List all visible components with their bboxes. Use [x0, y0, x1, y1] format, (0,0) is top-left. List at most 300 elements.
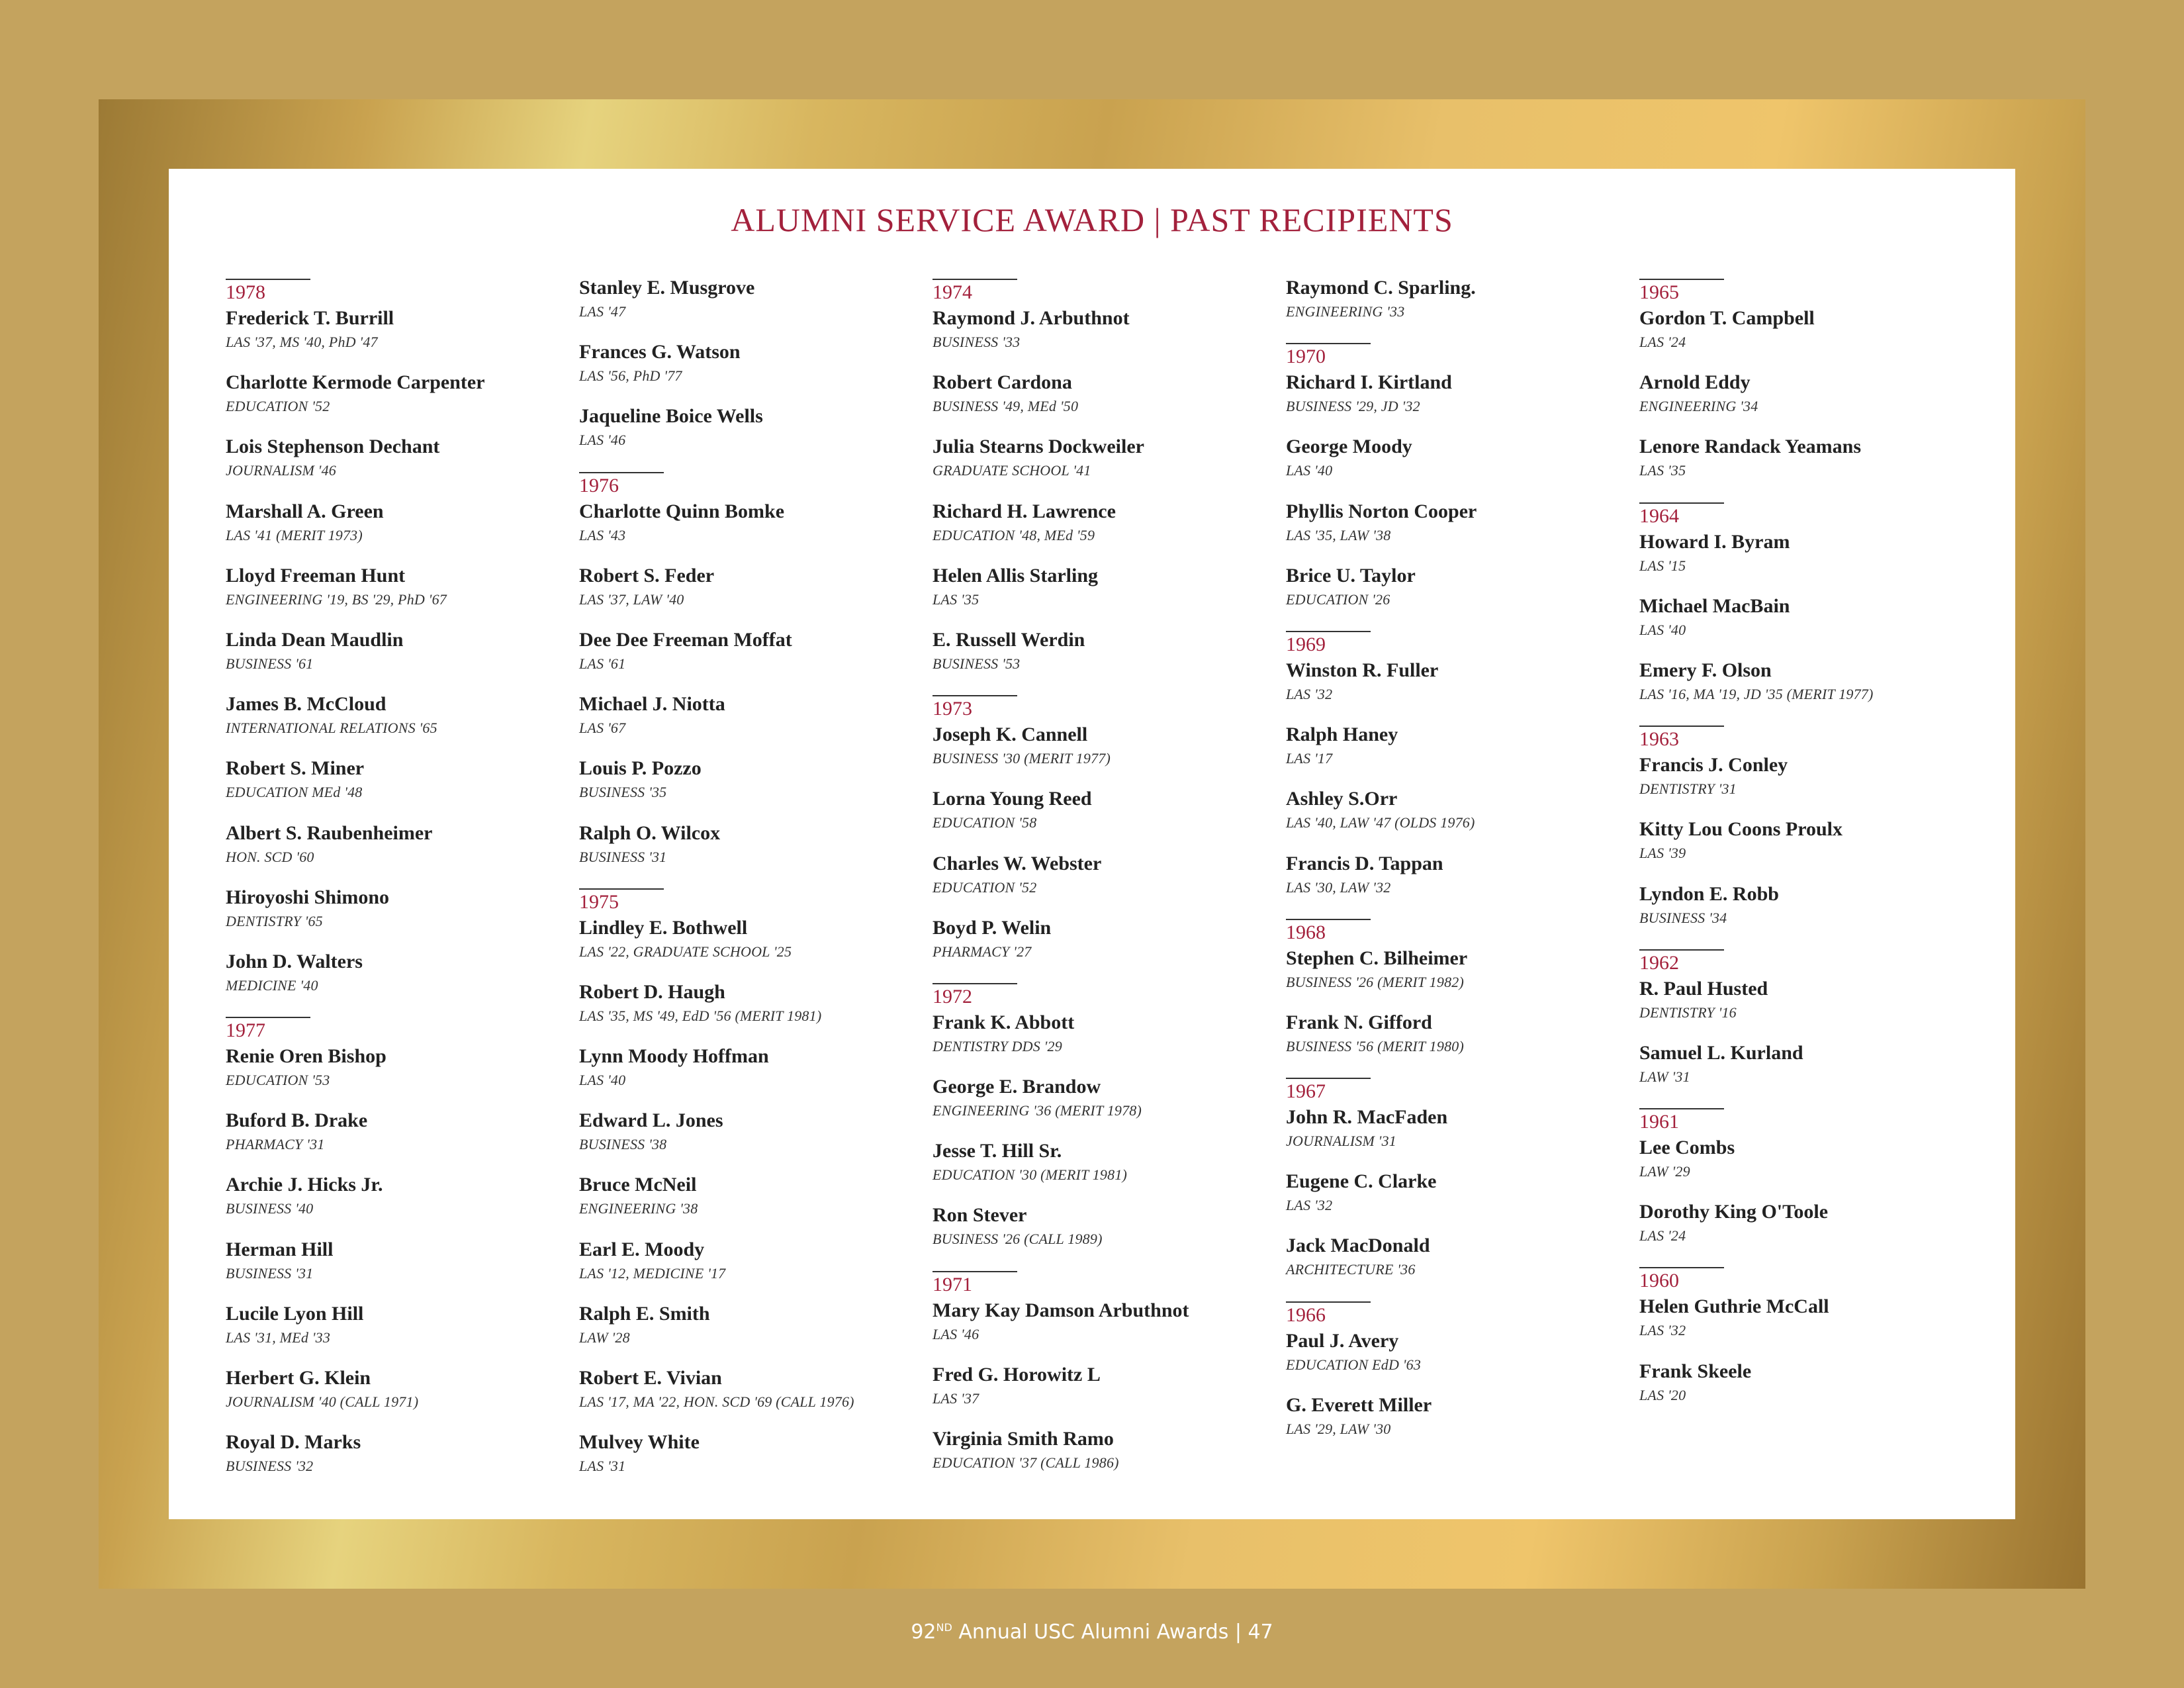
recipient-school: LAS '31, MEd '33 — [226, 1329, 331, 1346]
year-heading — [1639, 1267, 1983, 1293]
recipient-school: ENGINEERING '19, BS '29, PhD '67 — [226, 590, 447, 608]
recipient-name: Mulvey White — [579, 1431, 700, 1454]
recipient-entry — [579, 498, 923, 563]
recipient-entry — [579, 1429, 923, 1493]
footer-ordinal: 92 — [911, 1620, 936, 1644]
recipient-school: BUSINESS '61 — [226, 655, 314, 672]
recipient-entry — [933, 563, 1277, 627]
recipient-name: Archie J. Hicks Jr. — [226, 1174, 383, 1196]
recipient-name: Emery F. Olson — [1639, 659, 1772, 681]
recipient-entry — [1286, 1104, 1630, 1168]
recipient-entry — [226, 1365, 570, 1429]
recipient-name: Winston R. Fuller — [1286, 659, 1439, 681]
recipient-entry — [933, 1074, 1277, 1138]
recipient-school: LAS '32 — [1286, 685, 1333, 702]
recipient-school: EDUCATION '52 — [933, 878, 1037, 896]
year-heading — [1286, 1301, 1630, 1328]
recipient-entry — [1639, 305, 1983, 369]
recipient-school: EDUCATION '58 — [933, 814, 1037, 831]
year-heading — [1286, 343, 1630, 369]
year-label: 1977 — [226, 1019, 265, 1042]
recipient-name: Jack MacDonald — [1286, 1235, 1430, 1257]
recipient-name: Robert S. Miner — [226, 757, 365, 780]
recipient-school: LAS '40, LAW '47 (OLDS 1976) — [1286, 814, 1475, 831]
recipient-school: LAW '29 — [1639, 1163, 1690, 1180]
recipient-name: Dorothy King O'Toole — [1639, 1201, 1829, 1223]
recipient-school: LAS '17, MA '22, HON. SCD '69 (CALL 1976) — [579, 1393, 854, 1410]
year-heading — [933, 983, 1277, 1009]
recipient-name: R. Paul Husted — [1639, 977, 1768, 1000]
recipient-entry — [226, 305, 570, 369]
year-label: 1966 — [1286, 1303, 1326, 1326]
recipient-entry — [579, 1172, 923, 1236]
recipient-entry — [579, 755, 923, 820]
recipient-entry — [579, 1043, 923, 1107]
recipient-school: JOURNALISM '31 — [1286, 1133, 1396, 1150]
recipient-entry — [1286, 275, 1630, 339]
recipient-name: Buford B. Drake — [226, 1109, 368, 1132]
recipient-school: BUSINESS '56 (MERIT 1980) — [1286, 1037, 1464, 1055]
recipient-name: Phyllis Norton Cooper — [1286, 500, 1477, 522]
recipient-name: Lorna Young Reed — [933, 788, 1092, 810]
recipient-name: Richard H. Lawrence — [933, 500, 1116, 522]
recipient-name: Joseph K. Cannell — [933, 724, 1088, 746]
recipient-entry — [226, 820, 570, 884]
recipient-name: Lenore Randack Yeamans — [1639, 436, 1862, 458]
recipient-entry — [1639, 1358, 1983, 1423]
recipient-entry — [226, 1237, 570, 1301]
recipient-entry — [933, 1138, 1277, 1202]
recipient-entry — [1639, 434, 1983, 498]
recipient-school: BUSINESS '33 — [933, 334, 1021, 350]
recipient-name: Lindley E. Bothwell — [579, 916, 748, 939]
recipient-entry — [1286, 434, 1630, 498]
recipient-name: Lee Combs — [1639, 1137, 1735, 1159]
recipient-school: DENTISTRY '31 — [1639, 780, 1737, 798]
recipient-school: LAS '22, GRADUATE SCHOOL '25 — [579, 943, 792, 960]
recipient-entry — [1639, 976, 1983, 1040]
recipient-column-1 — [226, 275, 570, 1493]
recipient-name: Lois Stephenson Dechant — [226, 436, 440, 458]
recipients-columns — [169, 275, 2015, 1506]
recipient-school: BUSINESS '35 — [579, 784, 667, 801]
year-label: 1967 — [1286, 1080, 1326, 1103]
recipient-name: Linda Dean Maudlin — [226, 628, 404, 651]
recipient-school: LAS '67 — [579, 720, 626, 737]
recipient-entry — [1639, 1135, 1983, 1199]
recipient-school: GRADUATE SCHOOL '41 — [933, 462, 1091, 479]
year-label: 1968 — [1286, 921, 1326, 943]
year-label: 1962 — [1639, 951, 1679, 974]
recipient-name: George E. Brandow — [933, 1076, 1101, 1098]
recipient-school: LAS '43 — [579, 526, 626, 543]
recipient-name: Gordon T. Campbell — [1639, 307, 1815, 329]
recipient-name: Samuel L. Kurland — [1639, 1041, 1803, 1064]
recipient-name: Bruce McNeil — [579, 1174, 697, 1196]
recipient-entry — [579, 979, 923, 1043]
recipient-entry — [579, 1237, 923, 1301]
recipient-name: Brice U. Taylor — [1286, 564, 1416, 586]
recipient-school: LAS '56, PhD '77 — [579, 367, 682, 385]
recipient-name: Ashley S.Orr — [1286, 788, 1398, 810]
year-label: 1970 — [1286, 346, 1326, 368]
recipient-school: EDUCATION MEd '48 — [226, 784, 363, 801]
recipient-name: Hiroyoshi Shimono — [226, 886, 390, 908]
recipient-name: Dee Dee Freeman Moffat — [579, 628, 792, 651]
year-label: 1971 — [933, 1273, 972, 1295]
year-label: 1965 — [1639, 281, 1679, 303]
recipient-school: BUSINESS '40 — [226, 1200, 314, 1217]
recipient-school: LAS '32 — [1286, 1197, 1333, 1214]
recipient-name: Mary Kay Damson Arbuthnot — [933, 1299, 1189, 1321]
recipient-entry — [226, 1429, 570, 1493]
year-label: 1975 — [579, 890, 619, 913]
recipient-school: BUSINESS '53 — [933, 655, 1021, 672]
recipient-school: LAS '35 — [933, 590, 979, 608]
recipient-name: Robert S. Feder — [579, 564, 715, 586]
recipient-entry — [1639, 1040, 1983, 1104]
year-heading — [226, 279, 570, 305]
recipient-name: Francis D. Tappan — [1286, 852, 1443, 874]
recipient-school: LAS '41 (MERIT 1973) — [226, 526, 363, 543]
year-heading — [933, 1271, 1277, 1297]
recipient-school: LAS '29, LAW '30 — [1286, 1420, 1391, 1437]
recipient-name: Charles W. Webster — [933, 852, 1102, 874]
recipient-entry — [1286, 1009, 1630, 1074]
recipient-school: BUSINESS '31 — [579, 848, 667, 865]
recipient-name: Louis P. Pozzo — [579, 757, 702, 780]
recipient-entry — [933, 1297, 1277, 1362]
recipient-school: LAW '28 — [579, 1329, 630, 1346]
recipient-school: LAS '31 — [579, 1458, 626, 1475]
recipient-school: JOURNALISM '46 — [226, 462, 336, 479]
recipient-name: Charlotte Kermode Carpenter — [226, 371, 485, 394]
recipient-entry — [1639, 1199, 1983, 1263]
recipient-entry — [226, 1301, 570, 1365]
recipient-entry — [933, 851, 1277, 915]
recipient-entry — [933, 915, 1277, 979]
recipient-name: Lynn Moody Hoffman — [579, 1045, 769, 1068]
year-heading — [579, 888, 923, 915]
recipient-entry — [933, 434, 1277, 498]
recipient-entry — [1639, 529, 1983, 593]
recipient-school: ENGINEERING '34 — [1639, 398, 1758, 415]
recipient-entry — [226, 691, 570, 755]
recipient-name: Jesse T. Hill Sr. — [933, 1140, 1062, 1162]
recipient-name: Frederick T. Burrill — [226, 307, 394, 329]
year-heading — [933, 695, 1277, 722]
recipient-entry — [1639, 369, 1983, 434]
recipient-entry — [933, 305, 1277, 369]
recipient-name: Jaqueline Boice Wells — [579, 405, 763, 428]
recipient-name: Lyndon E. Robb — [1639, 882, 1779, 905]
recipient-name: Robert Cardona — [933, 371, 1072, 394]
recipient-school: LAS '35 — [1639, 462, 1686, 479]
recipient-name: Helen Allis Starling — [933, 564, 1099, 586]
recipient-column-4 — [1286, 275, 1630, 1456]
recipient-school: ENGINEERING '38 — [579, 1200, 698, 1217]
recipient-name: Julia Stearns Dockweiler — [933, 436, 1144, 458]
recipient-name: Ralph E. Smith — [579, 1302, 710, 1325]
recipient-school: MEDICINE '40 — [226, 976, 318, 994]
recipient-name: Robert E. Vivian — [579, 1367, 722, 1389]
recipient-name: Frank K. Abbott — [933, 1011, 1075, 1033]
recipient-entry — [226, 1172, 570, 1236]
recipient-entry — [226, 1043, 570, 1107]
page-footer — [0, 1620, 2184, 1644]
recipient-name: Ron Stever — [933, 1204, 1027, 1227]
recipient-entry — [226, 498, 570, 563]
recipient-entry — [1639, 881, 1983, 945]
year-label: 1961 — [1639, 1111, 1679, 1133]
recipient-school: EDUCATION '53 — [226, 1072, 330, 1089]
year-label: 1969 — [1286, 633, 1326, 655]
recipient-entry — [226, 949, 570, 1013]
recipient-school: EDUCATION '30 (MERIT 1981) — [933, 1166, 1128, 1184]
recipient-school: LAW '31 — [1639, 1068, 1690, 1085]
recipient-entry — [579, 1365, 923, 1429]
year-heading — [933, 279, 1277, 305]
recipient-column-2 — [579, 275, 923, 1493]
recipient-school: LAS '47 — [579, 303, 626, 320]
recipient-school: ENGINEERING '33 — [1286, 303, 1405, 320]
year-label: 1964 — [1639, 504, 1679, 527]
recipient-entry — [226, 1107, 570, 1172]
recipient-entry — [226, 627, 570, 691]
recipient-school: EDUCATION EdD '63 — [1286, 1356, 1422, 1373]
recipient-entry — [1639, 657, 1983, 722]
recipient-entry — [1286, 563, 1630, 627]
recipient-entry — [1639, 593, 1983, 657]
recipient-name: Renie Oren Bishop — [226, 1045, 387, 1068]
recipient-name: Howard I. Byram — [1639, 530, 1790, 553]
recipient-entry — [933, 369, 1277, 434]
recipient-school: LAS '35, MS '49, EdD '56 (MERIT 1981) — [579, 1007, 822, 1024]
recipient-entry — [933, 1202, 1277, 1266]
recipient-name: Michael MacBain — [1639, 594, 1790, 617]
recipient-entry — [1286, 786, 1630, 850]
recipient-name: Ralph Haney — [1286, 724, 1398, 746]
recipient-entry — [1286, 722, 1630, 786]
recipient-entry — [579, 339, 923, 403]
recipient-school: LAS '40 — [1286, 462, 1333, 479]
recipient-name: Edward L. Jones — [579, 1109, 723, 1132]
recipient-entry — [1639, 816, 1983, 880]
recipient-school: DENTISTRY '65 — [226, 912, 323, 929]
recipient-name: E. Russell Werdin — [933, 628, 1085, 651]
year-heading — [226, 1017, 570, 1043]
footer-text: Annual USC Alumni Awards | 47 — [958, 1620, 1273, 1644]
recipient-name: Lloyd Freeman Hunt — [226, 564, 406, 586]
recipient-name: Herbert G. Klein — [226, 1367, 371, 1389]
recipient-name: Fred G. Horowitz L — [933, 1363, 1101, 1385]
recipient-name: Virginia Smith Ramo — [933, 1428, 1114, 1450]
recipient-entry — [933, 627, 1277, 691]
year-heading — [579, 472, 923, 498]
year-label: 1978 — [226, 281, 265, 303]
year-label: 1960 — [1639, 1270, 1679, 1292]
recipient-entry — [1286, 1328, 1630, 1392]
recipient-entry — [1286, 657, 1630, 722]
recipient-school: ENGINEERING '36 (MERIT 1978) — [933, 1102, 1142, 1119]
year-label: 1972 — [933, 985, 972, 1008]
recipient-name: Earl E. Moody — [579, 1238, 705, 1260]
recipient-school: LAS '35, LAW '38 — [1286, 526, 1391, 543]
recipient-entry — [579, 1107, 923, 1172]
recipient-school: DENTISTRY '16 — [1639, 1004, 1737, 1021]
recipient-school: JOURNALISM '40 (CALL 1971) — [226, 1393, 419, 1410]
recipient-entry — [1286, 498, 1630, 563]
recipient-name: Boyd P. Welin — [933, 916, 1052, 939]
recipient-school: BUSINESS '31 — [226, 1264, 314, 1282]
recipient-name: Raymond C. Sparling. — [1286, 277, 1476, 299]
recipient-school: HON. SCD '60 — [226, 848, 314, 865]
recipient-school: LAS '39 — [1639, 845, 1686, 862]
recipient-entry — [1639, 752, 1983, 816]
recipient-name: Frank N. Gifford — [1286, 1011, 1432, 1033]
recipient-school: BUSINESS '26 (MERIT 1982) — [1286, 973, 1464, 990]
recipient-entry — [933, 1426, 1277, 1490]
recipient-column-3 — [933, 275, 1277, 1490]
recipient-school: LAS '24 — [1639, 334, 1686, 350]
recipient-entry — [1286, 369, 1630, 434]
recipient-name: Charlotte Quinn Bomke — [579, 500, 785, 522]
recipient-school: LAS '32 — [1639, 1322, 1686, 1339]
recipient-entry — [933, 1009, 1277, 1074]
recipient-school: EDUCATION '52 — [226, 398, 330, 415]
recipient-school: BUSINESS '38 — [579, 1136, 667, 1153]
recipient-name: Robert D. Haugh — [579, 980, 725, 1003]
recipient-name: Lucile Lyon Hill — [226, 1302, 364, 1325]
recipient-school: LAS '46 — [579, 432, 626, 449]
recipient-school: INTERNATIONAL RELATIONS '65 — [226, 720, 437, 737]
recipient-school: PHARMACY '31 — [226, 1136, 325, 1153]
recipient-name: Arnold Eddy — [1639, 371, 1751, 394]
recipient-name: Herman Hill — [226, 1238, 334, 1260]
recipient-name: Helen Guthrie McCall — [1639, 1295, 1829, 1318]
recipient-name: Ralph O. Wilcox — [579, 821, 721, 844]
recipient-column-5 — [1639, 275, 1983, 1423]
recipient-entry — [579, 1301, 923, 1365]
recipient-name: John R. MacFaden — [1286, 1106, 1448, 1129]
footer-ordinal-suffix: ND — [936, 1621, 952, 1634]
recipient-school: LAS '37, LAW '40 — [579, 590, 684, 608]
recipient-name: Stanley E. Musgrove — [579, 277, 755, 299]
recipient-name: Eugene C. Clarke — [1286, 1170, 1437, 1193]
recipient-school: LAS '61 — [579, 655, 626, 672]
year-label: 1973 — [933, 698, 972, 720]
recipient-entry — [579, 275, 923, 339]
recipient-name: Frank Skeele — [1639, 1360, 1752, 1382]
recipient-school: LAS '30, LAW '32 — [1286, 878, 1391, 896]
recipient-entry — [579, 691, 923, 755]
recipient-entry — [579, 820, 923, 884]
recipient-entry — [579, 915, 923, 979]
recipient-entry — [226, 755, 570, 820]
recipient-school: LAS '15 — [1639, 557, 1686, 574]
recipient-name: Kitty Lou Coons Proulx — [1639, 818, 1843, 841]
recipient-school: BUSINESS '49, MEd '50 — [933, 398, 1079, 415]
recipient-name: Stephen C. Bilheimer — [1286, 947, 1468, 969]
recipient-entry — [579, 563, 923, 627]
recipient-school: DENTISTRY DDS '29 — [933, 1037, 1062, 1055]
recipient-entry — [1286, 851, 1630, 915]
year-heading — [1639, 949, 1983, 976]
recipient-school: LAS '46 — [933, 1325, 979, 1342]
recipient-name: Francis J. Conley — [1639, 754, 1788, 776]
recipient-entry — [1286, 1392, 1630, 1456]
recipients-page — [169, 169, 2015, 1519]
recipient-entry — [933, 722, 1277, 786]
recipient-entry — [1286, 945, 1630, 1009]
recipient-school: LAS '17 — [1286, 750, 1333, 767]
year-heading — [1286, 919, 1630, 945]
recipient-name: Royal D. Marks — [226, 1431, 361, 1454]
recipient-school: BUSINESS '26 (CALL 1989) — [933, 1231, 1103, 1248]
recipient-name: G. Everett Miller — [1286, 1393, 1432, 1416]
recipient-school: ARCHITECTURE '36 — [1286, 1261, 1416, 1278]
recipient-school: EDUCATION '48, MEd '59 — [933, 526, 1095, 543]
recipient-school: LAS '16, MA '19, JD '35 (MERIT 1977) — [1639, 685, 1874, 702]
recipient-entry — [226, 884, 570, 949]
year-heading — [1286, 631, 1630, 657]
recipient-entry — [226, 434, 570, 498]
recipient-school: BUSINESS '29, JD '32 — [1286, 398, 1420, 415]
recipient-school: BUSINESS '34 — [1639, 909, 1727, 926]
recipient-entry — [933, 498, 1277, 563]
recipient-school: LAS '24 — [1639, 1227, 1686, 1244]
recipient-school: EDUCATION '26 — [1286, 590, 1390, 608]
year-heading — [1639, 726, 1983, 752]
year-heading — [1639, 279, 1983, 305]
recipient-entry — [1286, 1233, 1630, 1297]
recipient-name: James B. McCloud — [226, 693, 387, 716]
recipient-school: LAS '12, MEDICINE '17 — [579, 1264, 726, 1282]
recipient-school: EDUCATION '37 (CALL 1986) — [933, 1454, 1119, 1471]
recipient-entry — [579, 627, 923, 691]
recipient-school: BUSINESS '30 (MERIT 1977) — [933, 750, 1111, 767]
recipient-name: Raymond J. Arbuthnot — [933, 307, 1130, 329]
recipient-school: LAS '37 — [933, 1389, 979, 1407]
year-heading — [1639, 502, 1983, 529]
recipient-name: Marshall A. Green — [226, 500, 384, 522]
year-heading — [1286, 1078, 1630, 1104]
recipient-school: PHARMACY '27 — [933, 943, 1032, 960]
recipient-name: Albert S. Raubenheimer — [226, 821, 433, 844]
recipient-entry — [1286, 1168, 1630, 1233]
recipient-school: LAS '40 — [1639, 621, 1686, 638]
recipient-school: BUSINESS '32 — [226, 1458, 314, 1475]
year-label: 1963 — [1639, 728, 1679, 751]
recipient-school: LAS '40 — [579, 1072, 626, 1089]
recipient-entry — [933, 1362, 1277, 1426]
recipient-name: John D. Walters — [226, 950, 363, 972]
recipient-name: Richard I. Kirtland — [1286, 371, 1452, 394]
recipient-school: LAS '20 — [1639, 1386, 1686, 1403]
recipient-school: LAS '37, MS '40, PhD '47 — [226, 334, 378, 350]
recipient-entry — [1639, 1293, 1983, 1358]
year-heading — [1639, 1108, 1983, 1135]
recipient-entry — [226, 369, 570, 434]
year-label: 1976 — [579, 474, 619, 496]
recipient-entry — [933, 786, 1277, 850]
recipient-name: Frances G. Watson — [579, 341, 741, 363]
recipient-name: Paul J. Avery — [1286, 1329, 1399, 1352]
recipient-entry — [579, 403, 923, 467]
year-label: 1974 — [933, 281, 972, 303]
page-title: ALUMNI SERVICE AWARD | PAST RECIPIENTS — [731, 201, 1453, 238]
recipient-name: Michael J. Niotta — [579, 693, 725, 716]
